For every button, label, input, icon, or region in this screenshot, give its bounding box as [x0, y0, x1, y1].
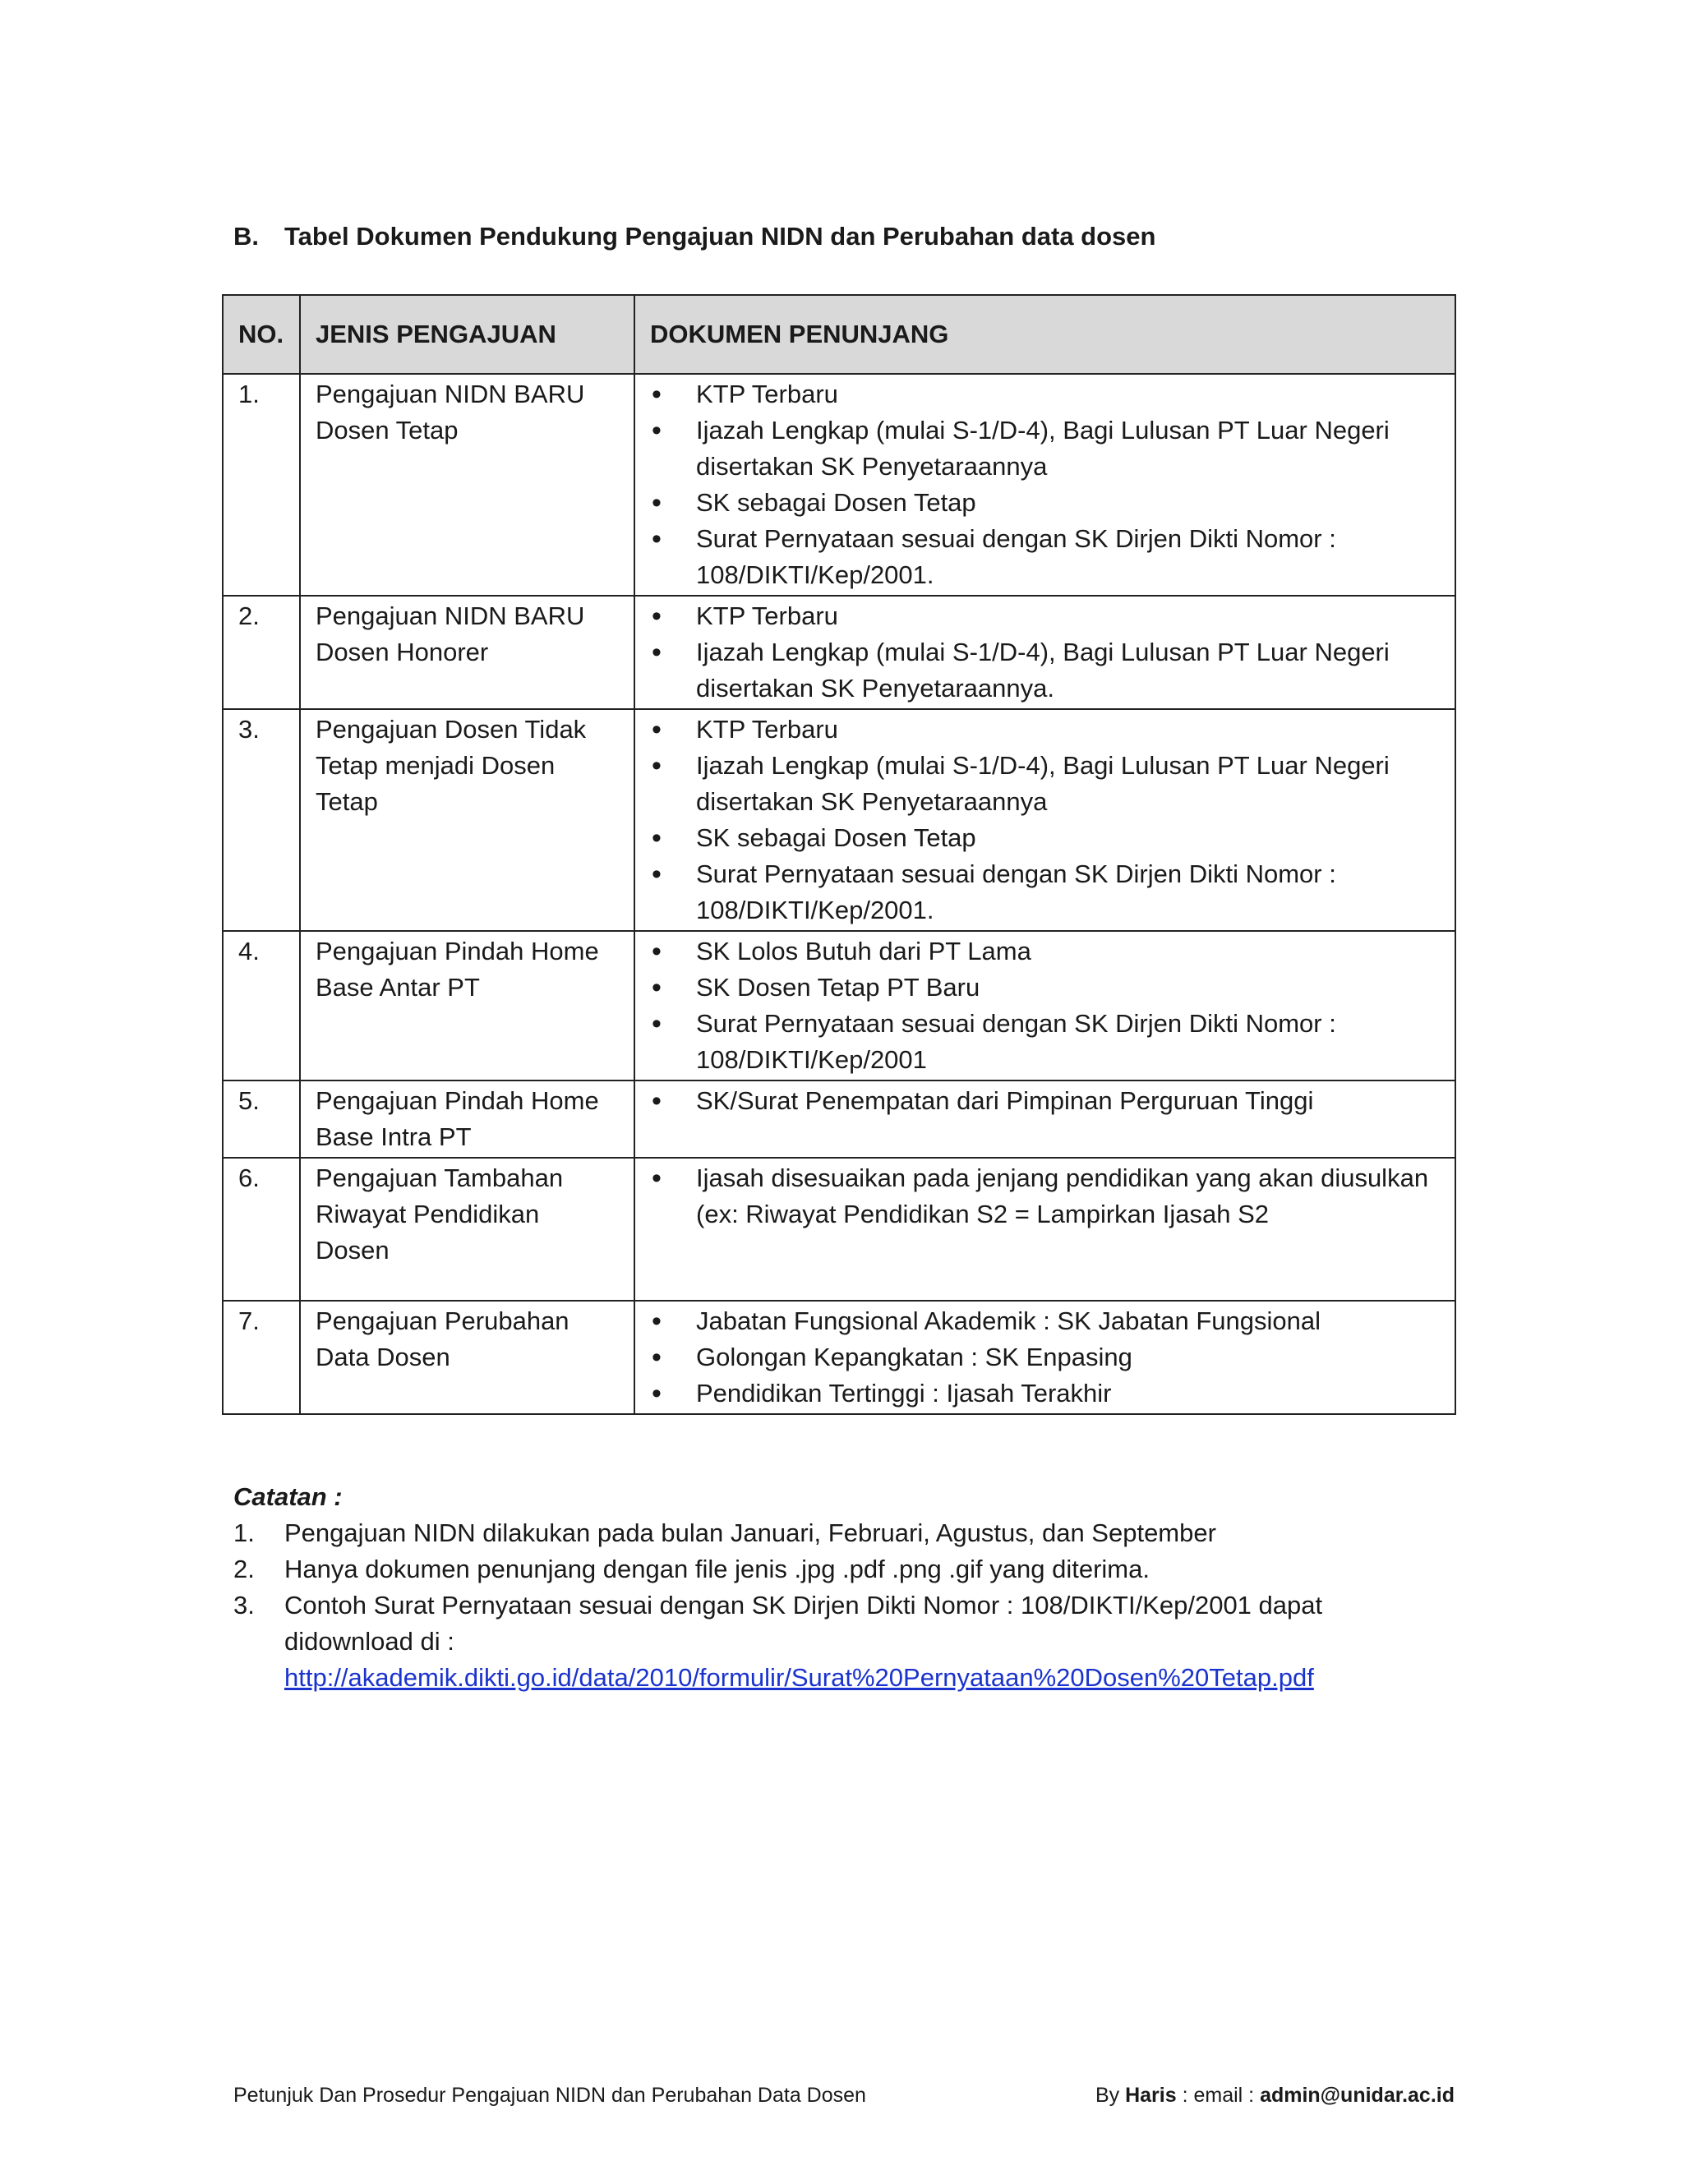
- row-jenis: Pengajuan NIDN BARU Dosen Honorer: [300, 596, 634, 709]
- note-item: [233, 1551, 1450, 1587]
- doc-item-text: Ijasah disesuaikan pada jenjang pendidikan yang akan diusulkan: [696, 1163, 1429, 1192]
- row-jenis: Pengajuan Pindah Home Base Antar PT: [300, 931, 634, 1080]
- note-number: 2.: [233, 1555, 255, 1583]
- doc-item: • KTP Terbaru: [650, 598, 1440, 634]
- table-row: [223, 709, 1455, 931]
- row-docs: [634, 1080, 1455, 1158]
- doc-item: • Golongan Kepangkatan : SK Enpasing: [650, 1339, 1440, 1375]
- footer-credit: [1095, 2084, 1455, 2108]
- doc-list: [650, 712, 1440, 928]
- doc-item: • Surat Pernyataan sesuai dengan SK Dirjen Dikti Nomor : 108/DIKTI/Kep/2001.: [650, 521, 1440, 593]
- doc-item: • SK sebagai Dosen Tetap: [650, 485, 1440, 521]
- header-dokumen: DOKUMEN PENUNJANG: [634, 295, 1455, 374]
- row-docs: [634, 596, 1455, 709]
- note-text: Hanya dokumen penunjang dengan file jenis .jpg .pdf .png .gif yang diterima.: [284, 1555, 1150, 1583]
- download-link[interactable]: http://akademik.dikti.go.id/data/2010/formulir/Surat%20Pernyataan%20Dosen%20Tetap.pdf: [284, 1663, 1314, 1692]
- table-row: [223, 931, 1455, 1080]
- table-row: [223, 374, 1455, 596]
- header-jenis: JENIS PENGAJUAN: [300, 295, 634, 374]
- table-header-row: [223, 295, 1455, 374]
- row-jenis: Pengajuan NIDN BARU Dosen Tetap: [300, 374, 634, 596]
- note-number: 1.: [233, 1518, 255, 1547]
- row-jenis: Pengajuan Pindah Home Base Intra PT: [300, 1080, 634, 1158]
- row-no: 6.: [223, 1158, 300, 1301]
- row-no: 4.: [223, 931, 300, 1080]
- doc-item: • Ijazah Lengkap (mulai S-1/D-4), Bagi Lulusan PT Luar Negeri disertakan SK Penyetaraannya: [650, 412, 1440, 485]
- doc-list: [650, 598, 1440, 707]
- doc-list: [650, 1083, 1440, 1119]
- doc-item: • Jabatan Fungsional Akademik : SK Jabatan Fungsional: [650, 1303, 1440, 1339]
- section-title: Tabel Dokumen Pendukung Pengajuan NIDN dan Perubahan data dosen: [284, 222, 1156, 251]
- doc-item: • SK sebagai Dosen Tetap: [650, 820, 1440, 856]
- notes-section: [233, 1479, 1450, 1696]
- row-no: 7.: [223, 1301, 300, 1414]
- footer-by: By: [1095, 2084, 1126, 2107]
- table-row: [223, 1301, 1455, 1414]
- doc-item: • Surat Pernyataan sesuai dengan SK Dirjen Dikti Nomor : 108/DIKTI/Kep/2001.: [650, 856, 1440, 928]
- row-docs: [634, 1158, 1455, 1301]
- table-row: [223, 1080, 1455, 1158]
- doc-item: • KTP Terbaru: [650, 376, 1440, 412]
- section-heading: [233, 222, 1155, 251]
- row-no: 5.: [223, 1080, 300, 1158]
- doc-item: • Surat Pernyataan sesuai dengan SK Dirjen Dikti Nomor : 108/DIKTI/Kep/2001: [650, 1006, 1440, 1078]
- table-row: [223, 1158, 1455, 1301]
- footer-author: Haris: [1125, 2084, 1177, 2107]
- row-docs: [634, 374, 1455, 596]
- doc-item: • SK Dosen Tetap PT Baru: [650, 970, 1440, 1006]
- row-no: 2.: [223, 596, 300, 709]
- doc-item: • Ijazah Lengkap (mulai S-1/D-4), Bagi Lulusan PT Luar Negeri disertakan SK Penyetaraannya: [650, 748, 1440, 820]
- table-row: [223, 596, 1455, 709]
- doc-list: [650, 376, 1440, 593]
- row-jenis: Pengajuan Tambahan Riwayat Pendidikan Dosen: [300, 1158, 634, 1301]
- row-docs: [634, 1301, 1455, 1414]
- doc-list: [650, 933, 1440, 1078]
- doc-item-example: (ex: Riwayat Pendidikan S2 = Lampirkan Ijasah S2: [696, 1200, 1270, 1228]
- notes-title: Catatan :: [233, 1482, 343, 1511]
- note-number: 3.: [233, 1591, 255, 1620]
- documents-table: [222, 294, 1456, 1415]
- row-jenis: Pengajuan Perubahan Data Dosen: [300, 1301, 634, 1414]
- doc-item: • SK/Surat Penempatan dari Pimpinan Perguruan Tinggi: [650, 1083, 1440, 1119]
- doc-item: • Pendidikan Tertinggi : Ijasah Terakhir: [650, 1375, 1440, 1412]
- doc-list: [650, 1303, 1440, 1412]
- doc-item: • SK Lolos Butuh dari PT Lama: [650, 933, 1440, 970]
- row-no: 1.: [223, 374, 300, 596]
- note-text: Pengajuan NIDN dilakukan pada bulan Januari, Februari, Agustus, dan September: [284, 1518, 1216, 1547]
- doc-list: [650, 1160, 1440, 1233]
- header-no: NO.: [223, 295, 300, 374]
- row-jenis: Pengajuan Dosen Tidak Tetap menjadi Dosen Tetap: [300, 709, 634, 931]
- section-letter: B.: [233, 222, 259, 251]
- note-text: Contoh Surat Pernyataan sesuai dengan SK Dirjen Dikti Nomor : 108/DIKTI/Kep/2001 dapat didownload di :: [284, 1591, 1323, 1656]
- footer-title: Petunjuk Dan Prosedur Pengajuan NIDN dan Perubahan Data Dosen: [233, 2084, 866, 2107]
- row-docs: [634, 931, 1455, 1080]
- doc-item: • KTP Terbaru: [650, 712, 1440, 748]
- row-docs: [634, 709, 1455, 931]
- note-item: [233, 1587, 1450, 1696]
- note-item: [233, 1515, 1450, 1551]
- doc-item: • Ijazah Lengkap (mulai S-1/D-4), Bagi Lulusan PT Luar Negeri disertakan SK Penyetaraannya.: [650, 634, 1440, 707]
- footer-email-label: : email :: [1176, 2084, 1261, 2107]
- notes-list: [233, 1515, 1450, 1696]
- footer-email: admin@unidar.ac.id: [1260, 2084, 1455, 2107]
- row-no: 3.: [223, 709, 300, 931]
- doc-item: [650, 1160, 1440, 1233]
